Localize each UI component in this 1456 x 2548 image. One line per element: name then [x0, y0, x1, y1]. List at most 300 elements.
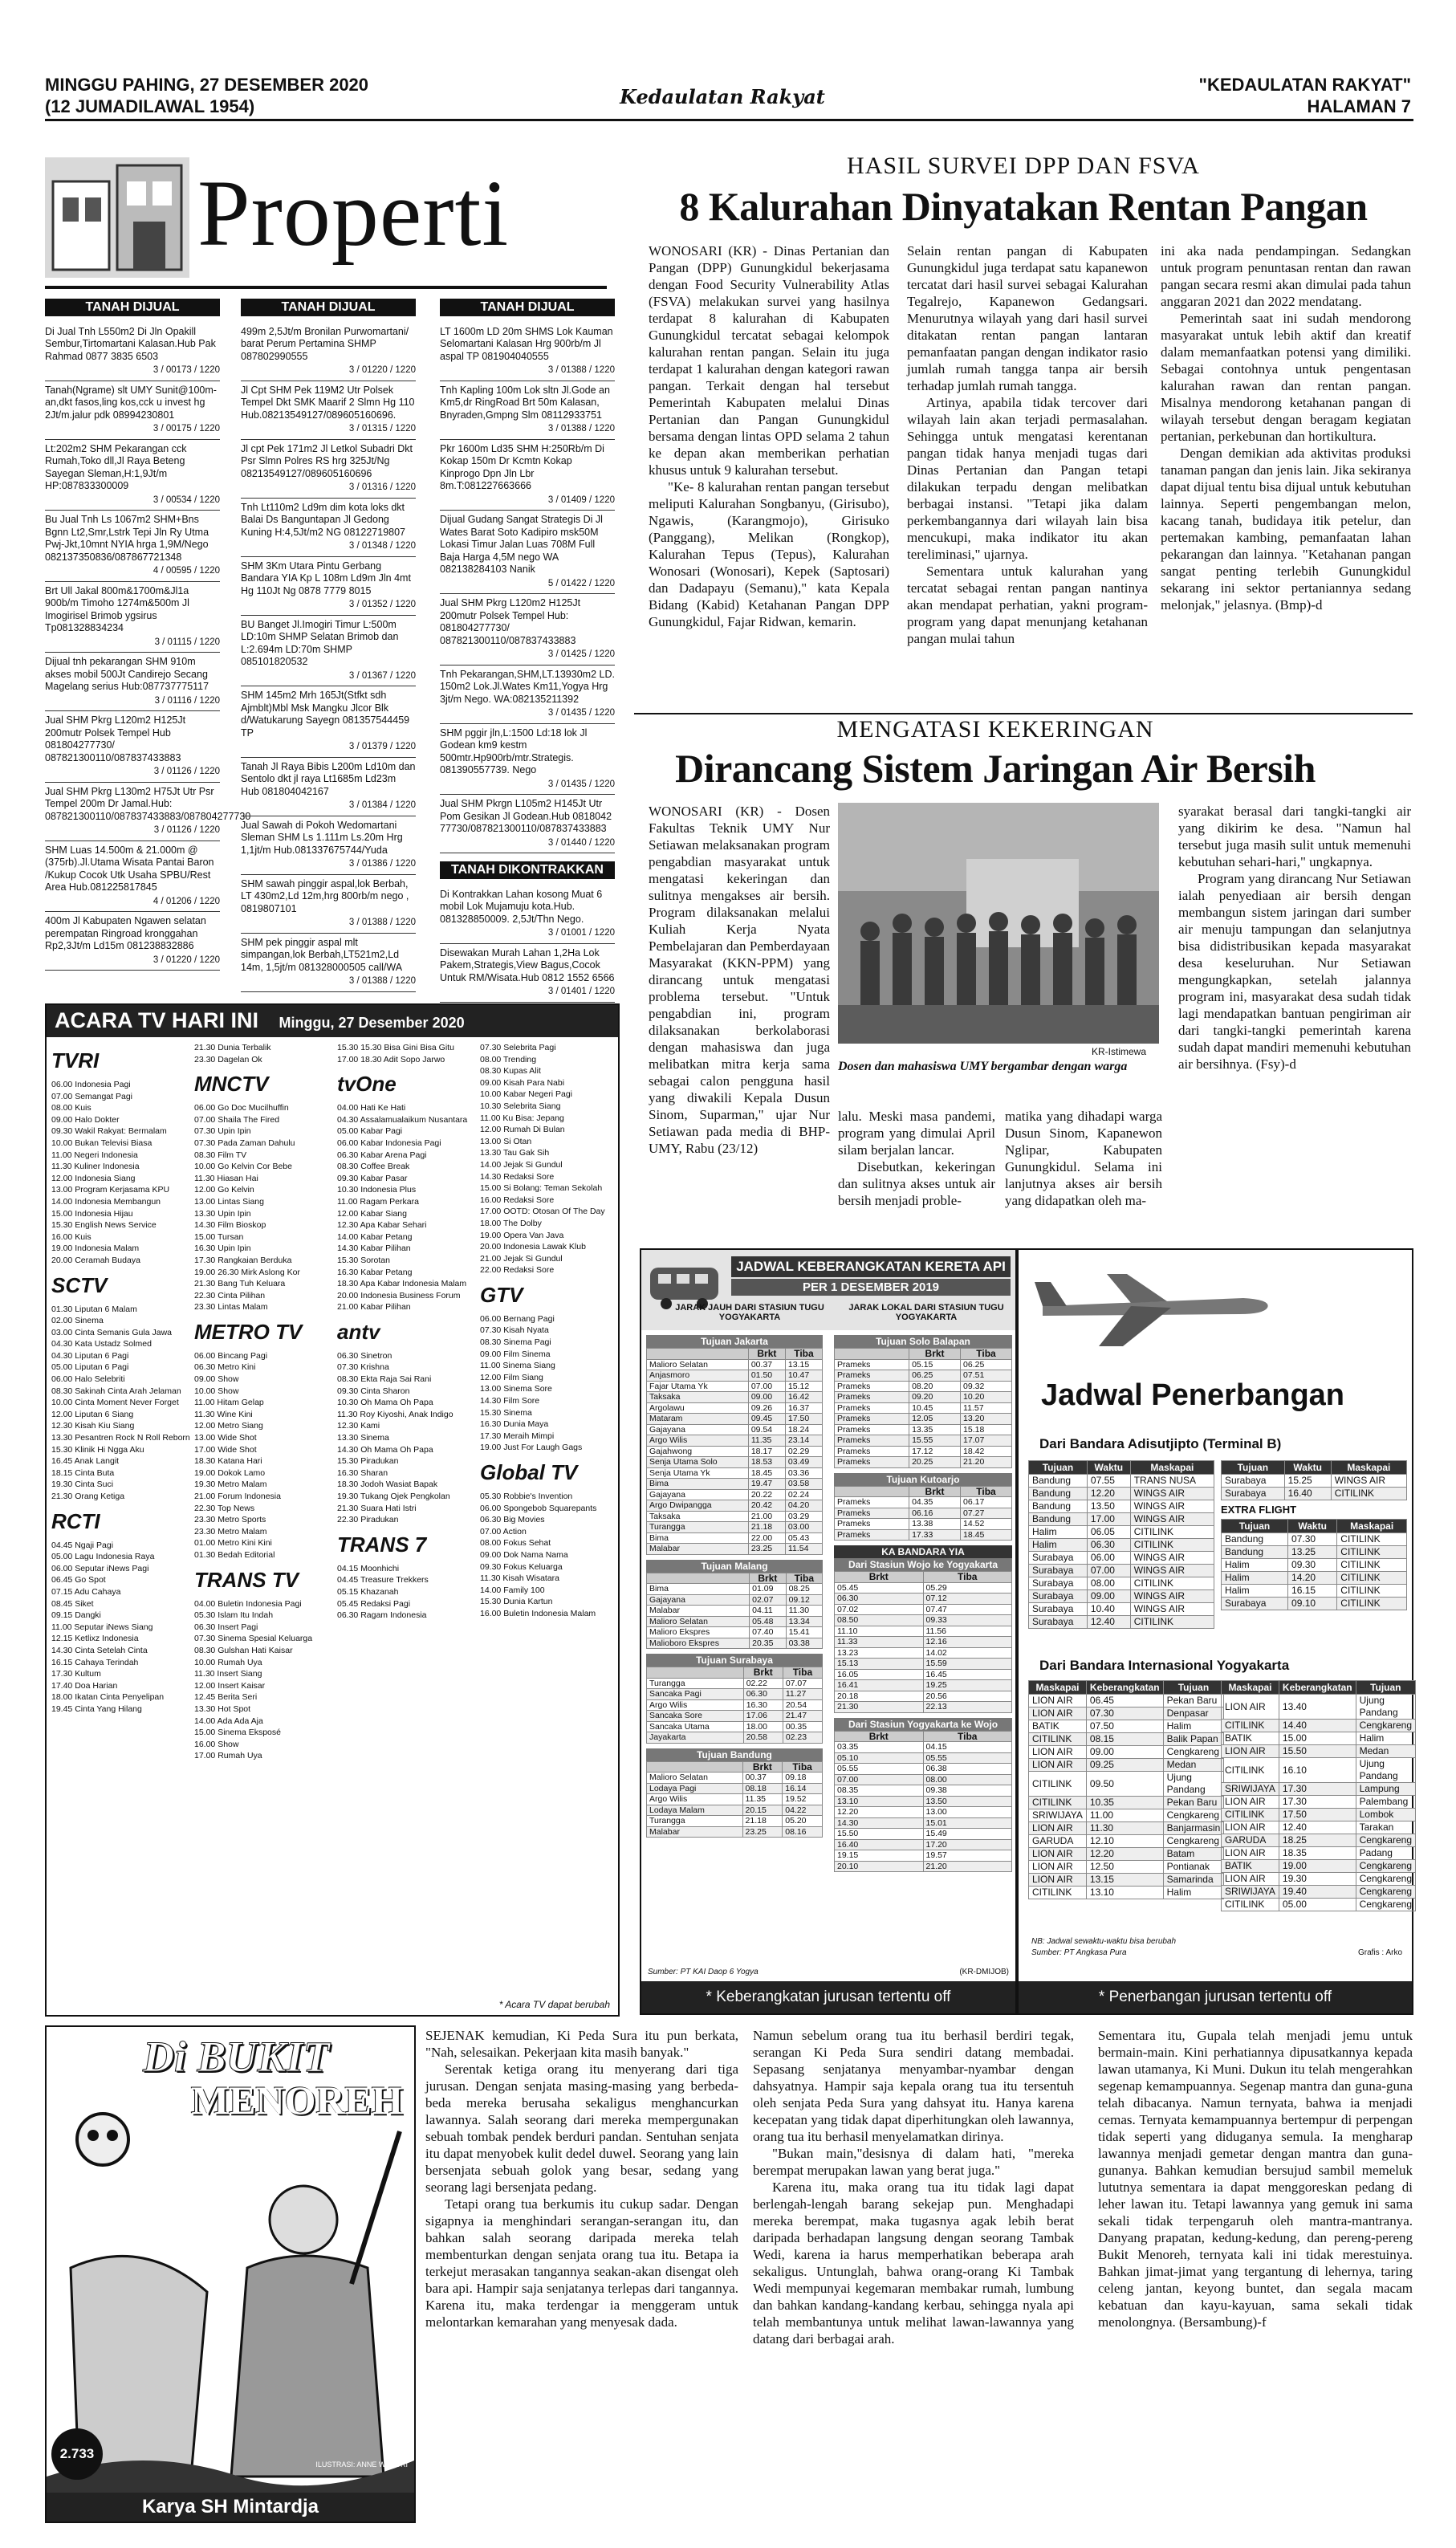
classified-ad-text: Dijual tnh pekarangan SHM 910m akses mobil 500Jt Candirejo Secang Magelang serius Hub:087737775117 [45, 656, 209, 692]
table-cell: Anjasmoro [647, 1370, 749, 1382]
tv-program: 07.00 Shaila The Fired [194, 1114, 280, 1125]
table-row [835, 1604, 1012, 1615]
table-cell: 19.47 [748, 1479, 785, 1490]
column-header: Tujuan [1222, 1520, 1288, 1533]
tv-program: 19.30 Cinta Suci [51, 1480, 114, 1490]
tv-program: 08.30 Coffee Break [337, 1162, 410, 1172]
tv-program: 12.30 Kisah Kiu Siang [51, 1421, 135, 1431]
table-cell: Malabar [647, 1544, 749, 1555]
table-cell: 09.45 [748, 1414, 785, 1425]
table-cell: Halim [1222, 1585, 1288, 1598]
tv-program: 04.15 Moonhichi [337, 1563, 400, 1573]
serial-paragraph: "Bukan main,"desisnya di dalam hati, "mereka berempat merupakan lawan yang berat juga." [753, 2146, 1074, 2178]
table-cell: 16.05 [835, 1669, 924, 1680]
train-surabaya-title: Tujuan Surabaya [646, 1654, 823, 1667]
classified-ad-text: Brt Ull Jakal 800m&1700m&Jl1a 900b/m Timoho 1274m&500m Jl Imogirisel Brimob ygsirus Tp081328834234 [45, 584, 189, 633]
tv-program: 19.00 Indonesia Malam [51, 1243, 140, 1254]
table-cell: Prameks [835, 1508, 909, 1519]
table-row [647, 1711, 823, 1722]
table-cell: LION AIR [1222, 1695, 1279, 1720]
tv-program: 12.00 Go Kelvin [194, 1185, 254, 1195]
table-row [835, 1785, 1012, 1797]
table-cell: Pekan Baru [1163, 1797, 1224, 1809]
classified-ad-text: Tanah Jl Raya Bibis L200m Ld10m dan Sentolo dkt jl raya Lt1685m Ld23m Hub 081804042167 [241, 760, 416, 797]
table-cell: Prameks [835, 1359, 909, 1370]
properti-title: Properti [197, 161, 510, 266]
column-header: Tiba [786, 1573, 822, 1584]
table-cell: 15.25 [1284, 1475, 1331, 1488]
table-row [835, 1817, 1012, 1829]
serial-author: Karya SH Mintardja [47, 2493, 414, 2522]
train-schedule [640, 1248, 1017, 2015]
table-row [647, 1381, 823, 1392]
table-cell: 14.30 [835, 1817, 924, 1829]
table-cell: 16.14 [783, 1783, 823, 1794]
table-cell: 15.41 [786, 1627, 822, 1638]
table-row [1029, 1746, 1224, 1759]
table-cell: 06.25 [961, 1359, 1012, 1370]
table-cell: LION AIR [1029, 1707, 1087, 1720]
table-cell: Lampung [1356, 1783, 1415, 1796]
train-source: Sumber: PT KAI Daop 6 Yogya [648, 1968, 759, 1976]
table-cell: CITILINK [1029, 1733, 1087, 1746]
table-cell: Prameks [835, 1370, 909, 1382]
article-2-photo [838, 803, 1159, 1044]
tv-program: 06.30 Metro Kini [194, 1362, 256, 1373]
tv-program: 21.30 Bang Tuh Keluara [194, 1279, 286, 1289]
table-cell: LION AIR [1029, 1874, 1087, 1887]
table-cell: Palembang [1356, 1796, 1415, 1809]
tv-program: 20.00 Indonesia Lawak Klub [480, 1242, 586, 1252]
classified-ad [241, 381, 416, 440]
classified-ad [440, 511, 615, 594]
table-row [1222, 1695, 1416, 1720]
table-cell: Surabaya [1029, 1552, 1088, 1565]
table-row [1029, 1590, 1214, 1603]
classified-ad-code: 3 / 01388 / 1220 [348, 918, 416, 927]
table-cell: 03.38 [786, 1638, 822, 1649]
table-cell: 16.10 [1279, 1758, 1356, 1783]
classified-ad-code: 3 / 01409 / 1220 [547, 495, 615, 505]
classified-ad [241, 875, 416, 934]
table-cell: Ujung Pandang [1163, 1772, 1224, 1797]
ads-column-1-head: TANAH DIJUAL [45, 299, 220, 316]
table-cell: 09.50 [1086, 1772, 1163, 1797]
table-cell: GARUDA [1029, 1835, 1087, 1848]
table-cell: Prameks [835, 1519, 909, 1530]
train-surabaya [646, 1654, 823, 1744]
table-cell: Bandung [1029, 1488, 1088, 1500]
table-row [647, 1402, 823, 1414]
article-2-col-3 [1005, 1108, 1162, 1209]
table-row [835, 1702, 1012, 1713]
table-row [647, 1816, 823, 1827]
classified-ad [440, 885, 615, 944]
train-local-label: JARAK LOKAL DARI STASIUN TUGU YOGYAKARTA [848, 1303, 1004, 1322]
tv-program: 06.00 Kabar Indonesia Pagi [337, 1138, 441, 1148]
classified-ad-text: Tanah(Ngrame) slt UMY Sunit@100m-an,dkt fasos,ling kos,cck u invest hg 2Jt/m.jalur pdk 08994230801 [45, 384, 217, 421]
table-cell: Prameks [835, 1435, 909, 1447]
classified-ad [440, 724, 615, 796]
table-cell: 09.38 [923, 1785, 1012, 1797]
tv-program: 07.30 Kisah Nyata [480, 1325, 549, 1336]
column-header: Tujuan [1222, 1461, 1285, 1475]
table-cell: 05.55 [923, 1752, 1012, 1764]
tv-program: 17.40 Doa Harian [51, 1680, 118, 1691]
tv-program: 05.15 Khazanah [337, 1586, 399, 1597]
tv-program: 09.00 Show [194, 1374, 239, 1385]
column-header [647, 1667, 744, 1679]
yia-right-table [1221, 1680, 1416, 1911]
classified-ad [45, 381, 220, 440]
table-cell: Surabaya [1222, 1475, 1285, 1488]
train-bandung [646, 1748, 823, 1838]
table-cell: Prameks [835, 1457, 909, 1468]
table-row [647, 1511, 823, 1522]
flight-note-2: Sumber: PT Angkasa Pura [1031, 1948, 1127, 1957]
table-cell: 02.23 [783, 1732, 822, 1744]
table-cell: 13.00 [923, 1807, 1012, 1818]
table-cell: 18.35 [1279, 1847, 1356, 1860]
table-cell: CITILINK [1337, 1598, 1407, 1610]
table-cell: 06.00 [1087, 1552, 1130, 1565]
table-cell: 11.30 [786, 1606, 822, 1617]
table-cell: LION AIR [1222, 1796, 1279, 1809]
serial-illustrator: ILUSTRASI: ANNE WANDRI [315, 2460, 408, 2469]
flight-footer: * Penerbangan jurusan tertentu off [1019, 1981, 1412, 2013]
column-header: Waktu [1087, 1461, 1130, 1475]
table-cell: 00.37 [742, 1773, 783, 1784]
table-row [1029, 1526, 1214, 1539]
classified-ad [241, 816, 416, 875]
table-cell: 03.00 [785, 1522, 822, 1533]
column-header: Tujuan [1356, 1681, 1415, 1695]
article-1-rule [634, 713, 1413, 714]
classified-ad-code: 3 / 01116 / 1220 [154, 695, 220, 706]
tv-program: 08.00 Trending [480, 1054, 537, 1064]
classified-ad-code: 3 / 01348 / 1220 [348, 541, 416, 551]
tv-program: 10.30 Oh Mama Oh Papa [337, 1398, 433, 1408]
table-cell: 09.00 [1087, 1590, 1130, 1603]
table-cell: 15.00 [1279, 1732, 1356, 1745]
table-row [835, 1647, 1012, 1659]
column-header: Keberangkatan [1086, 1681, 1163, 1695]
classified-ad-text: SHM pek pinggir aspal mlt simpangan,lok Berbah,LT521m2,Ld 14m, 1,5jt/m 081328000505 call/WA [241, 936, 403, 973]
table-cell: LION AIR [1222, 1873, 1279, 1886]
classified-ad-code: 3 / 01379 / 1220 [348, 742, 416, 751]
table-cell: 09.00 [748, 1392, 785, 1403]
table-cell: 07.55 [1087, 1475, 1130, 1488]
tv-program: 11.00 Negeri Indonesia [51, 1150, 138, 1160]
tv-program: 06.30 Big Movies [480, 1515, 545, 1525]
train-kutoarjo-title: Tujuan Kutoarjo [834, 1473, 1012, 1486]
table-cell: 09.12 [786, 1594, 822, 1606]
tv-channel-logo: TVRI [51, 1048, 100, 1073]
table-cell: 15.50 [835, 1829, 924, 1840]
flight-section-1: Dari Bandara Adisutjipto (Terminal B) [1039, 1436, 1282, 1451]
table-cell: 16.37 [785, 1402, 822, 1414]
classified-ad-text: 400m Jl Kabupaten Ngawen selatan perempatan Ringroad kronggahan Rp2,3Jt/m Ld15m 081238832886 [45, 915, 206, 951]
tv-program: 15.00 Tursan [194, 1231, 244, 1242]
table-row [835, 1594, 1012, 1605]
table-cell: 16.42 [785, 1392, 822, 1403]
table-cell: 08.50 [835, 1615, 924, 1626]
table-cell: 05.48 [750, 1616, 786, 1627]
serial-paragraph: Serentak ketiga orang itu menyerang dari tiga jurusan. Dengan senjata masing-masing yang berbeda-beda mereka berusaha sekaligus menghancurkan lawannya. Salah seorang dari mereka mempergunakan sebuah tombak pendek berduri pandan. Sentuhan senjata itu dapat menyobek kulit dedel duwel. Seorang yang lain bersenjata sebuah golok yang besar, sedang yang seorang lagi bersenjata pedang. [425, 2062, 738, 2195]
table-cell: Taksaka [647, 1511, 749, 1522]
tv-program: 15.00 Sinema Eksposé [194, 1728, 281, 1738]
tv-program: 11.00 Sinema Siang [480, 1361, 555, 1371]
table-cell: Surabaya [1222, 1598, 1288, 1610]
serial-col-2 [753, 2027, 1074, 2347]
table-row [1029, 1475, 1214, 1488]
table-row [1029, 1577, 1214, 1590]
tv-program: 14.00 Kabar Petang [337, 1231, 413, 1242]
adisutjipto-right-table [1221, 1460, 1407, 1500]
tv-program: 13.30 Hot Spot [194, 1703, 251, 1714]
tv-program: 07.30 Sinema Spesial Keluarga [194, 1634, 313, 1644]
table-cell: 11.35 [742, 1794, 783, 1805]
table-cell: 05.29 [923, 1582, 1012, 1594]
table-row [835, 1424, 1012, 1435]
table-cell: 08.00 [1087, 1577, 1130, 1590]
table-cell: 09.25 [1086, 1759, 1163, 1772]
table-cell: 12.20 [835, 1807, 924, 1818]
classified-ad-text: Jual SHM Pkrg L130m2 H75Jt Utr Psr Tempel 200m Dr Jamal.Hub: 087821300110/087837433883/087804277730 [45, 785, 251, 822]
table-row [647, 1627, 823, 1638]
table-cell: 20.56 [923, 1691, 1012, 1702]
table-cell: CITILINK [1029, 1887, 1087, 1899]
classified-ad [440, 381, 615, 440]
classified-ad-text: SHM 145m2 Mrh 165Jt(Stfkt sdh Ajmblt)Mbl Msk Mangku Jlcor Blk d/Watukarung Sayegn 081357544459 TP [241, 690, 410, 739]
table-cell: Cengkareng [1356, 1873, 1415, 1886]
table-cell: Ujung Pandang [1356, 1695, 1415, 1720]
table-row [1029, 1835, 1224, 1848]
train-surabaya-table [646, 1667, 823, 1744]
tv-program: 15.30 Sinema [480, 1407, 532, 1418]
table-cell: CITILINK [1337, 1585, 1407, 1598]
table-cell: 16.41 [835, 1680, 924, 1691]
table-cell: LION AIR [1029, 1746, 1087, 1759]
tv-program: 08.30 Ekta Raja Sai Rani [337, 1374, 432, 1385]
tv-program: 16.45 Anak Langit [51, 1456, 120, 1467]
table-cell: WINGS AIR [1331, 1475, 1406, 1488]
tv-channel-logo: antv [337, 1319, 380, 1344]
train-jakarta-title: Tujuan Jakarta [646, 1335, 823, 1348]
tv-program: 10.00 Rumah Uya [194, 1657, 262, 1667]
classified-ad-text: Jl cpt Pek 171m2 Jl Letkol Subadri Dkt Psr Slmn Polres RS hrg 325Jt/Ng 08213549127/089605160696 [241, 442, 413, 479]
column-header: Maskapai [1337, 1520, 1407, 1533]
table-row [835, 1764, 1012, 1775]
classified-ad-code: 3 / 00175 / 1220 [153, 424, 220, 433]
header-rule [45, 119, 1413, 121]
table-cell: CITILINK [1222, 1758, 1279, 1783]
article-paragraph: Selain rentan pangan di Kabupaten Gunungkidul juga terdapat satu kapanewon tercatat dari hasil survei sebagai Kalurahan Tegalrejo, Kapanewon Gedangsari. Menurutnya wilayah yang dari hasil survei ditakatan rentan pangan lantaran pemanfaatan pangan dengan indikator rasio jumlah rumah tangga tanpa air bersih terhadap jumlah rumah tangga. [907, 243, 1148, 393]
tv-program: 10.00 Show [194, 1386, 239, 1396]
table-cell: 20.18 [835, 1691, 924, 1702]
table-row [1029, 1772, 1224, 1797]
table-cell: Malabar [647, 1826, 743, 1838]
classified-ad [241, 686, 416, 758]
tv-program: 15.30 Dunia Kartun [480, 1597, 553, 1607]
table-row [1222, 1834, 1416, 1847]
table-row [835, 1414, 1012, 1425]
article-paragraph: ini aka nada pendampingan. Sedangkan untuk program penuntasan rentan dan rawan pangan secara resmi akan dimulai pada tahun anggaran 2021 dan 2022 mendatang. [1161, 243, 1411, 309]
table-row [1029, 1887, 1224, 1899]
table-cell: Prameks [835, 1381, 909, 1392]
article-paragraph: Artinya, apabila tidak tercover dari wilayah lain akan terjadi permasalahan. Sehingga untuk mengatasi kerentanan pangan tidak hanya menjadi tugas dari Dinas Pertanian dan Pangan tetapi dilakukan terpadu dengan melibatkan berbagai instansi. "Tetapi jika dalam perkembangannya dari wilayah lain bisa mencukupi, maka indikator itu akan tereliminasi," ujarnya. [907, 395, 1148, 562]
table-cell: 16.30 [743, 1699, 783, 1711]
table-cell: Argo Dwipangga [647, 1500, 749, 1512]
tv-program: 09.30 Wakil Rakyat: Bermalam [51, 1126, 167, 1137]
table-cell: 20.58 [743, 1732, 783, 1744]
tv-program: 07.30 Upin Ipin [194, 1126, 251, 1137]
tv-program: 06.00 Indonesia Pagi [51, 1080, 131, 1089]
article-paragraph: Sementara untuk kalurahan yang tercatat sebagai rentan pangan nantinya akan mendapat perhatian, yakni program-program yang dapat menunjang ketahanan pangan mulai tahun [907, 564, 1148, 646]
column-header: Waktu [1288, 1520, 1337, 1533]
classified-ad-code: 4 / 01206 / 1220 [153, 896, 220, 906]
table-cell: Prameks [835, 1529, 909, 1541]
table-cell: Turangga [647, 1678, 744, 1689]
table-cell: CITILINK [1337, 1546, 1407, 1559]
tv-program: 19.45 Cinta Yang Hilang [51, 1703, 142, 1714]
table-cell: Prameks [835, 1392, 909, 1403]
tv-program: 11.30 Insert Siang [194, 1669, 262, 1679]
table-cell: Bima [647, 1584, 750, 1595]
table-cell: CITILINK [1222, 1720, 1279, 1732]
tv-program: 16.30 Dunia Maya [480, 1419, 549, 1430]
table-cell: Prameks [835, 1497, 909, 1508]
yia-left [1028, 1680, 1221, 1899]
tv-program: 04.00 Hati Ke Hati [337, 1103, 406, 1113]
train-jakarta-table [646, 1348, 823, 1555]
table-cell: WINGS AIR [1130, 1590, 1214, 1603]
table-cell: CITILINK [1337, 1533, 1407, 1546]
train-wojo-title: Dari Stasiun Yogyakarta ke Wojo [834, 1718, 1012, 1731]
table-cell: 13.50 [1087, 1500, 1130, 1513]
table-cell: 09.30 [1288, 1559, 1337, 1572]
table-cell: 21.47 [783, 1711, 822, 1722]
table-cell: 23.25 [742, 1826, 783, 1838]
tv-program: 14.30 Film Sore [480, 1396, 540, 1406]
serial-col-1 [425, 2027, 738, 2330]
classified-ad [241, 323, 416, 381]
table-cell: 04.15 [923, 1742, 1012, 1753]
train-jakarta [646, 1335, 823, 1555]
column-header: Tiba [785, 1349, 822, 1360]
table-cell: 02.29 [785, 1446, 822, 1457]
table-cell: 18.17 [748, 1446, 785, 1457]
tv-program: 10.30 Selebrita Siang [480, 1101, 561, 1111]
flight-note-1: NB: Jadwal sewaktu-waktu bisa berubah [1031, 1937, 1177, 1946]
tv-program: 11.00 Ku Bisa: Jepang [480, 1113, 564, 1123]
tv-program: 12.45 Berita Seri [194, 1692, 258, 1703]
tv-program: 10.30 Indonesia Plus [337, 1185, 417, 1195]
table-row [647, 1584, 823, 1595]
column-header: Maskapai [1029, 1681, 1087, 1695]
table-cell: Cengkareng [1163, 1835, 1224, 1848]
table-cell: 18.42 [961, 1446, 1012, 1457]
table-cell: 19.30 [1279, 1873, 1356, 1886]
table-row [647, 1689, 823, 1700]
article-1-col-1 [649, 242, 889, 630]
table-cell: 20.35 [750, 1638, 786, 1649]
table-row [647, 1783, 823, 1794]
table-cell: 17.33 [909, 1529, 961, 1541]
table-row [1222, 1546, 1407, 1559]
tv-program: 17.00 Wide Shot [194, 1444, 257, 1455]
classified-ad [45, 582, 220, 653]
table-cell: Bandung [1029, 1500, 1088, 1513]
table-cell: Bandung [1222, 1546, 1288, 1559]
table-cell: 11.33 [835, 1637, 924, 1648]
tv-program: 19.00 26.30 Mirk Aslong Kor [194, 1267, 300, 1277]
table-cell: 18.25 [1279, 1834, 1356, 1847]
table-cell: BATIK [1029, 1720, 1087, 1733]
article-2-kicker: MENGATASI KEKERINGAN [836, 716, 1154, 743]
table-cell: 06.25 [909, 1370, 961, 1382]
serial-paragraph: Sementara itu, Gupala telah menjadi jemu untuk bermain-main. Kini perhatiannya dipusatkannya kepada lawan utamanya, Ki Muni. Dukun itu telah mengerahkan segenap kemampuannya. Segenap mantra dan guna-guna telah dibacanya. Namun ternyata, bahwa ia menjadi cemas. Ternyata kemampuannya bertempur di perpengan tidak seperti yang diduganya semula. Ia mengharap lawannya menjadi gemetar dengan mantra dan guna-gunanya. Bahkan kemudian bersujud sambil memeluk lututnya sementara ia dapat menggoreskan pedang di leher lawan itu. Tetapi lawannya yang gemuk ini sama sekali tidak terpengaruh oleh mantra-mantranya. Danyang prapatan, kedung-kedung, dan pereng-pereng Bukit Menoreh, ternyata kali ini tidak merestuinya. Bahkan jimat-jimat yang tergantung di lehernya, taring celeng jantan, keyong buntet, dan segala macam kebatuan dan kayu-kayuan, sama sekali tidak menolongnya. (Bersambung)-f [1098, 2028, 1413, 2330]
train-title: JADWAL KEBERANGKATAN KERETA API [731, 1256, 1011, 1277]
table-row [835, 1508, 1012, 1519]
tv-channel-logo: RCTI [51, 1508, 100, 1533]
table-row [647, 1424, 823, 1435]
table-cell: 13.35 [909, 1424, 961, 1435]
column-header: Tujuan [1029, 1461, 1088, 1475]
extra-flight-label: EXTRA FLIGHT [1221, 1504, 1297, 1516]
tv-program: 14.30 Kabar Pilihan [337, 1243, 411, 1254]
column-header [647, 1761, 743, 1773]
table-cell: 22.13 [923, 1702, 1012, 1713]
table-cell: WINGS AIR [1130, 1565, 1214, 1577]
table-row [835, 1381, 1012, 1392]
table-cell: Gajayana [647, 1424, 749, 1435]
table-cell: 17.06 [743, 1711, 783, 1722]
classified-ad-text: Lt:202m2 SHM Pekarangan cck Rumah,Toko dll,Jl Raya Beteng Sayegan Sleman,H:1,9Jt/m HP:087833300009 [45, 442, 187, 491]
table-cell: 03.36 [785, 1467, 822, 1479]
table-row [835, 1615, 1012, 1626]
table-cell: Pontianak [1163, 1861, 1224, 1874]
serial-paragraph: SEJENAK kemudian, Ki Peda Sura itu pun berkata, "Nah, selesaikan. Pekerjaan kita masih banyak." [425, 2028, 738, 2060]
table-cell: Gajahwong [647, 1446, 749, 1457]
table-cell: 07.27 [961, 1508, 1012, 1519]
table-cell: Cengkareng [1356, 1834, 1415, 1847]
tv-program: 08.30 Kupas Alit [480, 1066, 541, 1077]
yia-right [1221, 1680, 1412, 1911]
table-cell: GARUDA [1222, 1834, 1279, 1847]
tv-program: 14.00 Jejak Si Gundul [480, 1159, 563, 1170]
classified-ad-text: Bu Jual Tnh Ls 1067m2 SHM+Bns Bgnn Lt2,Smr,Lstrk Tepi Jln Ry Utma Pwj-Jkt,10mnt NYIA hrga 1,9M/Nego 082137350836/087867721348 [45, 514, 209, 563]
table-cell: 18.45 [748, 1467, 785, 1479]
table-cell: 02.22 [743, 1678, 783, 1689]
classified-ad-text: Tnh Kapling 100m Lok sltn Jl.Gode an Km5,dr RingRoad Brt 50m Kalasan, Bnyraden,Gmpng Slm 08112933751 [440, 384, 610, 421]
table-row [1029, 1759, 1224, 1772]
tv-program: 14.30 Redaksi Sore [480, 1171, 555, 1182]
classified-ad [241, 440, 416, 499]
column-header: Brkt [750, 1573, 786, 1584]
table-cell: Sancaka Sore [647, 1711, 744, 1722]
table-cell: 18.24 [785, 1424, 822, 1435]
table-cell: 13.10 [835, 1796, 924, 1807]
table-row [647, 1544, 823, 1555]
classified-ad-text: Di Jual Tnh L550m2 Di Jln Opakill Sembur,Tirtomartani Kalasan.Hub Pak Rahmad 0877 3835 6503 [45, 325, 216, 362]
table-cell: 09.20 [909, 1392, 961, 1403]
tv-column-4 [480, 1042, 621, 1620]
classified-ad [440, 944, 615, 1003]
article-paragraph: WONOSARI (KR) - Dosen Fakultas Teknik UMY Nur Setiawan melaksanakan program pengabdian masyarakat untuk mengatasi kekeringan dan sulitnya mengakses air bersih. Program dilaksanakan melalui Kuliah Kerja Nyata Pembelajaran dan Pemberdayaan Masyarakat (KKN-PPM) yang dirancang untuk mengatasi problema tersebut. "Untuk pengabdian ini, program dilaksanakan berkolaborasi dengan mahasiswa dan juga melibatkan mitra kerja sama sebagai calon pengguna hasil yang diwakili Kepala Dusun Sinom, Suparman," ujar Nur Setiawan pada media di BHP-UMY, Rabu (23/12) [649, 804, 830, 1156]
classified-ad-text: BU Banget Jl.Imogiri Timur L:500m LD:10m SHMP Selatan Brimob dan L:2.694m LD:70m SHMP 085101820532 [241, 618, 399, 667]
table-cell: 06.30 [743, 1689, 783, 1700]
